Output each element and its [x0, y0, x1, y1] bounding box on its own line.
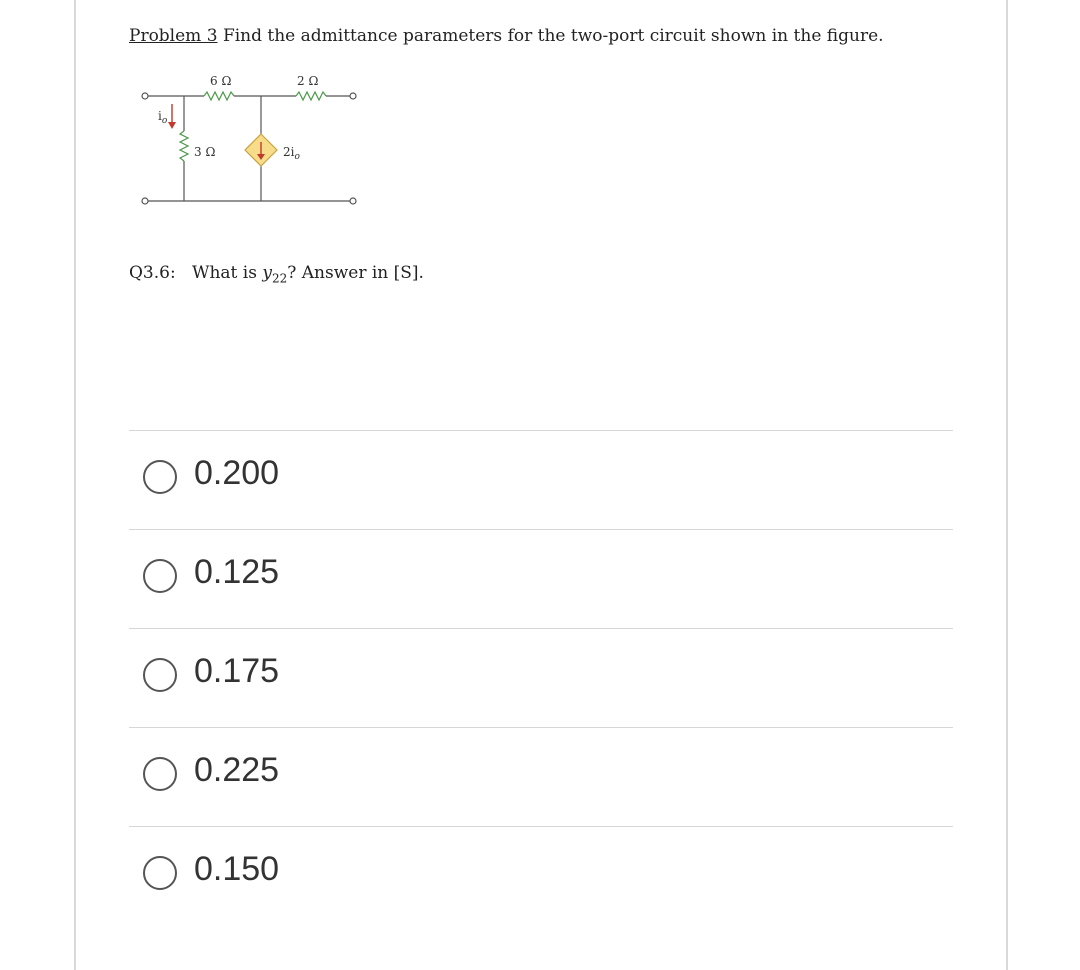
- answer-option[interactable]: [129, 727, 953, 826]
- radio-button[interactable]: [143, 460, 177, 494]
- page-border-left: [74, 0, 76, 970]
- answer-option[interactable]: [129, 430, 953, 529]
- question-prefix: What is: [192, 263, 263, 283]
- resistor-6-ohm: [204, 92, 234, 100]
- radio-button[interactable]: [143, 658, 177, 692]
- question-number: Q3.6:: [129, 263, 176, 283]
- answer-option[interactable]: [129, 826, 953, 925]
- answer-label[interactable]: 0.150: [194, 850, 280, 888]
- answer-option[interactable]: [129, 529, 953, 628]
- radio-button[interactable]: [143, 559, 177, 593]
- answer-option[interactable]: [129, 628, 953, 727]
- label-source: 2i: [283, 145, 295, 159]
- label-2-ohm: 2 Ω: [297, 74, 319, 88]
- question: [129, 263, 424, 285]
- problem-label: Problem 3: [129, 26, 218, 46]
- current-arrow-icon: [168, 122, 176, 129]
- svg-text:io: [158, 109, 168, 126]
- answer-label[interactable]: 0.175: [194, 652, 280, 690]
- problem-statement: [129, 26, 884, 46]
- circuit-diagram: [136, 66, 376, 216]
- label-io: i: [158, 109, 162, 123]
- answer-label[interactable]: 0.200: [194, 454, 280, 492]
- answer-options: [129, 430, 953, 925]
- label-3-ohm: 3 Ω: [194, 145, 216, 159]
- label-io-sub: o: [161, 116, 168, 126]
- label-source-sub: o: [294, 152, 300, 162]
- resistor-2-ohm: [296, 92, 326, 100]
- resistor-3-ohm: [180, 131, 188, 161]
- answer-label[interactable]: 0.125: [194, 553, 280, 591]
- svg-text:2io: [283, 145, 300, 162]
- radio-button[interactable]: [143, 757, 177, 791]
- radio-button[interactable]: [143, 856, 177, 890]
- question-subscript: 22: [271, 271, 288, 286]
- page-border-right: [1006, 0, 1008, 970]
- label-6-ohm: 6 Ω: [210, 74, 232, 88]
- question-suffix: ? Answer in [S].: [287, 263, 424, 283]
- problem-text: Find the admittance parameters for the two-port circuit shown in the figure.: [222, 26, 884, 46]
- answer-label[interactable]: 0.225: [194, 751, 280, 789]
- question-variable: y: [262, 263, 272, 283]
